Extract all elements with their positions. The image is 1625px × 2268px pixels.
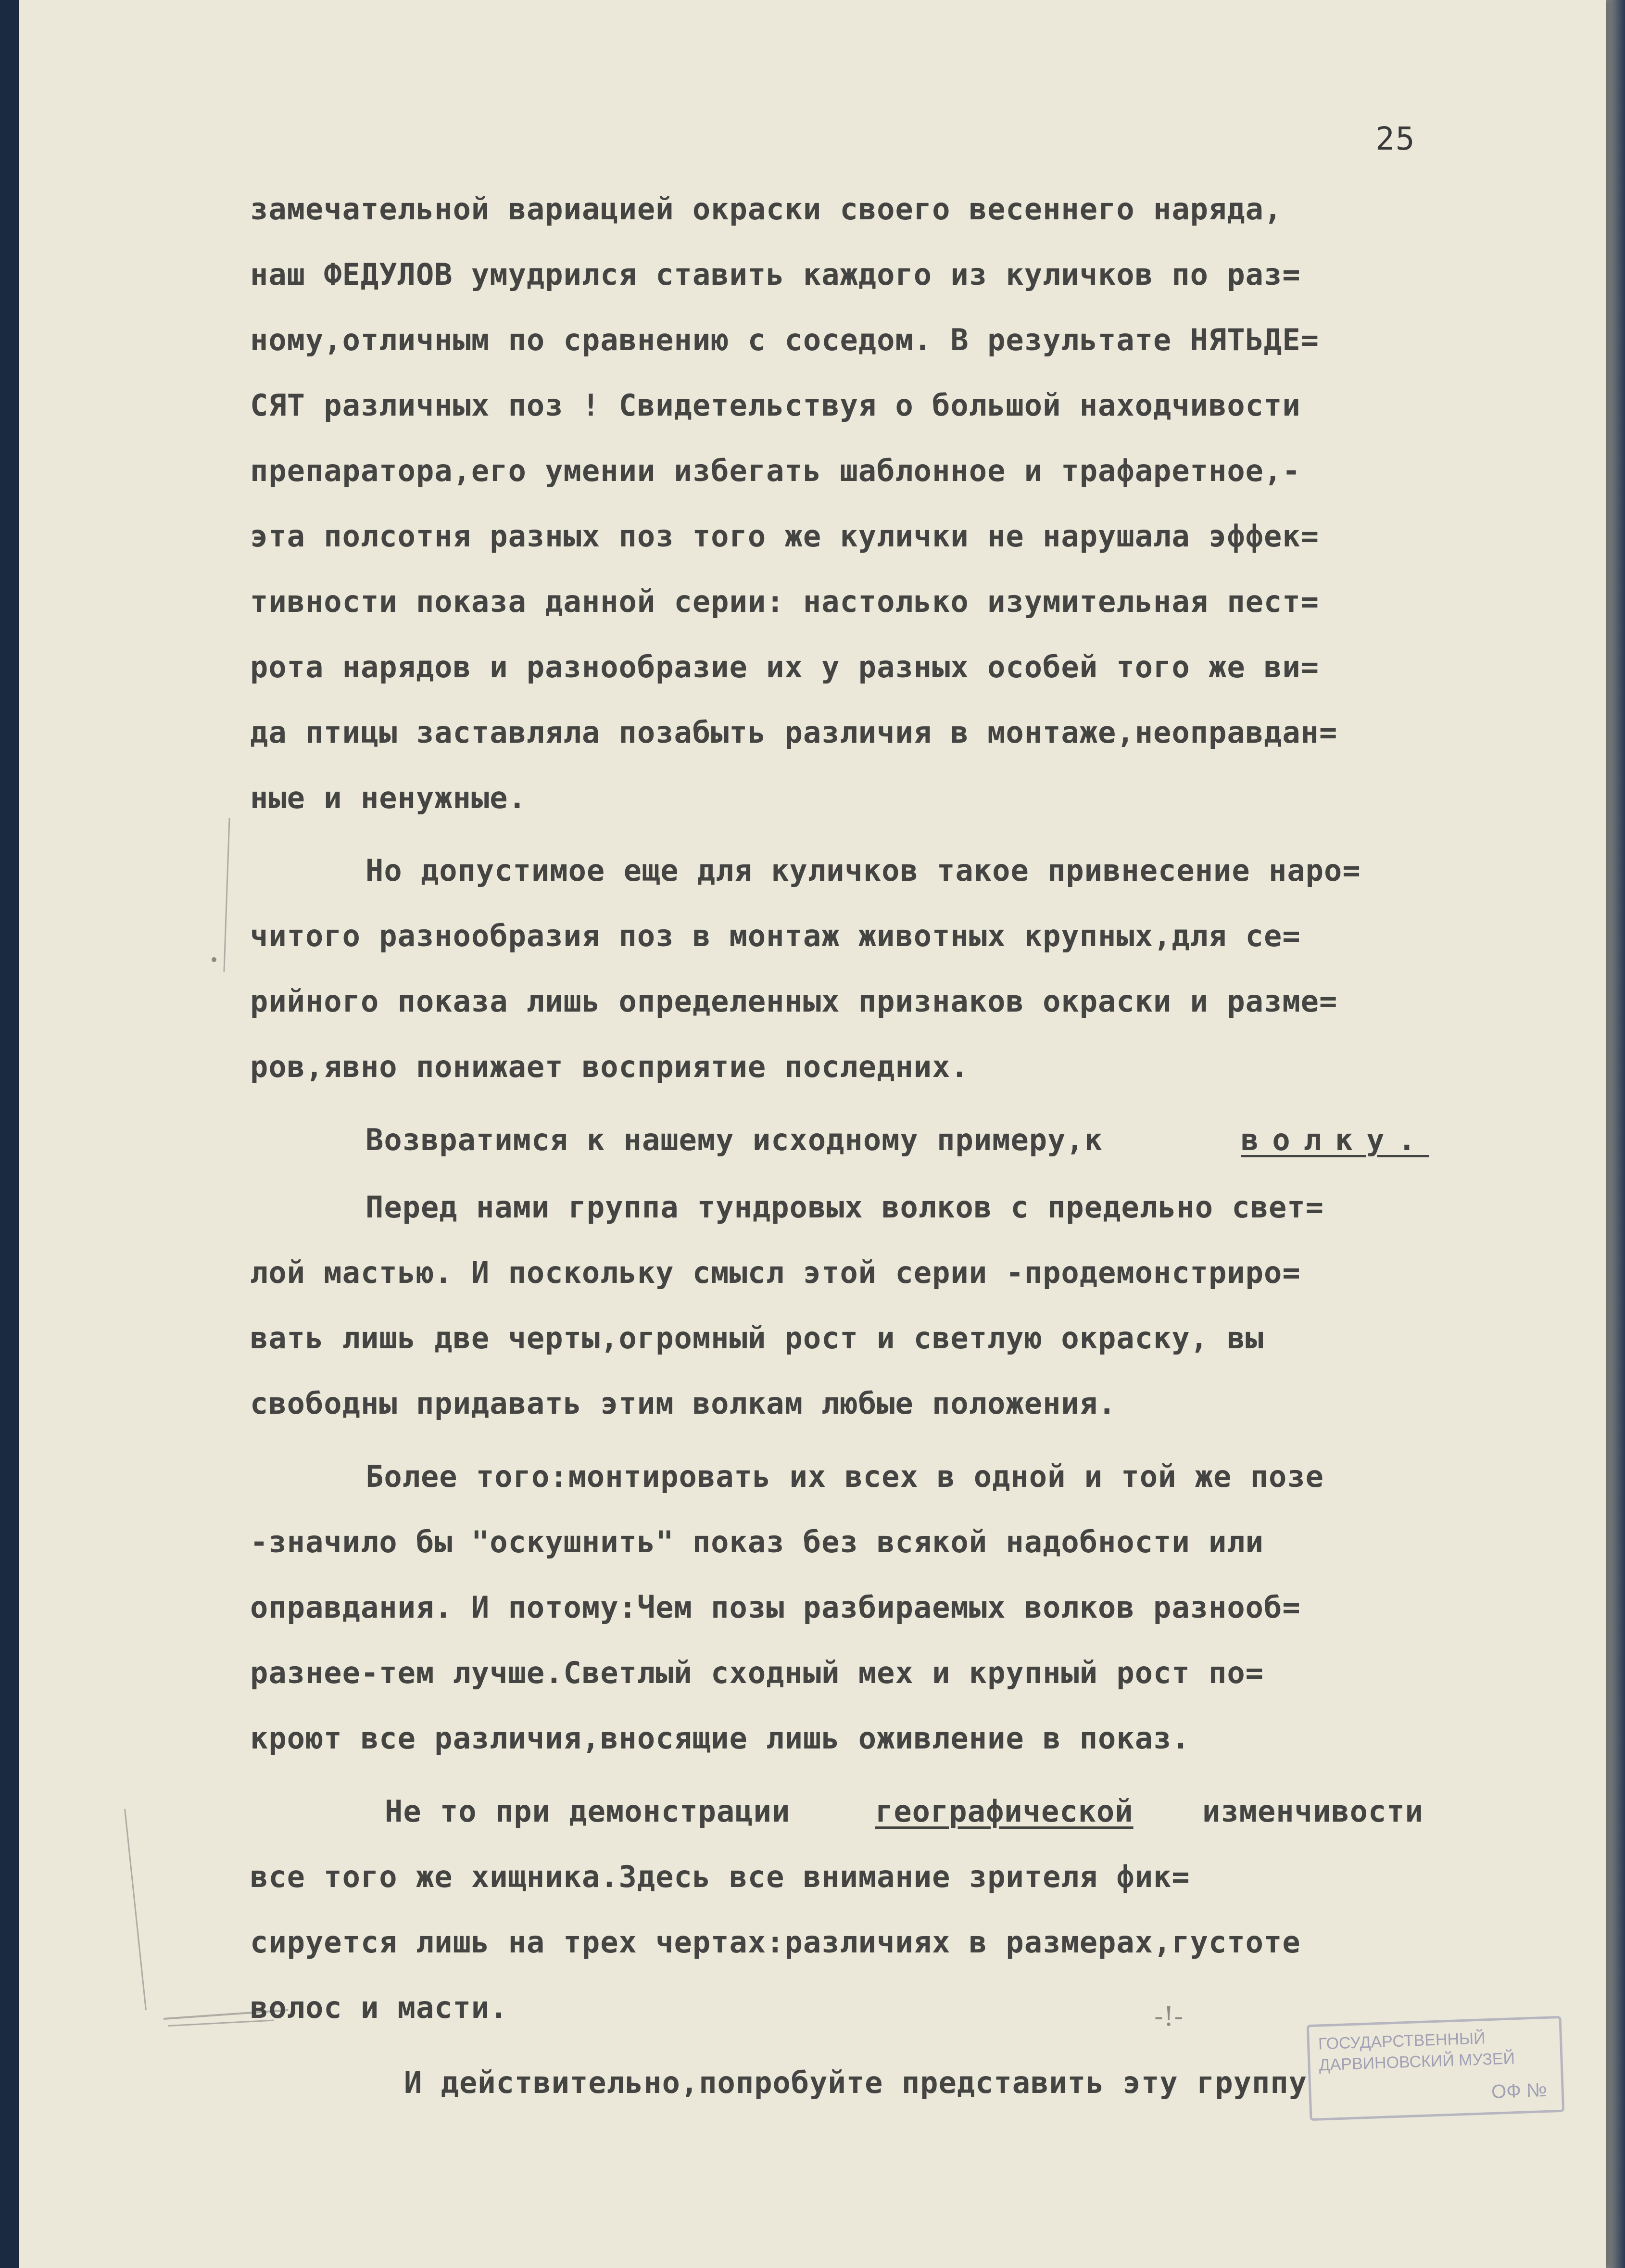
- text-line: наш ФЕДУЛОВ умудрился ставить каждого из куличков по раз=: [250, 257, 1301, 292]
- text-line: сируется лишь на трех чертах:различиях в размерах,густоте: [250, 1925, 1301, 1960]
- typewritten-page: [19, 0, 1606, 2268]
- text-line: волос и масти.: [250, 1990, 508, 2025]
- text-line: СЯТ различных поз ! Свидетельствуя о большой находчивости: [250, 388, 1301, 423]
- text-line: рийного показа лишь определенных признаков окраски и разме=: [250, 984, 1338, 1019]
- text-line: все того же хищника.Здесь все внимание зрителя фик=: [250, 1859, 1190, 1894]
- text-line: да птицы заставляла позабыть различия в монтаже,неоправдан=: [250, 715, 1338, 750]
- text-line: эта полсотня разных поз того же кулички не нарушала эффек=: [250, 519, 1319, 554]
- text-line: свободны придавать этим волкам любые положения.: [250, 1386, 1117, 1421]
- emphasized-word: волку.: [1241, 1122, 1429, 1157]
- paper-crease: [124, 1809, 147, 2010]
- text-line: вать лишь две черты,огромный рост и светлую окраску, вы: [250, 1320, 1264, 1356]
- text-line: -значило бы "оскушнить" показ без всякой надобности или: [250, 1524, 1264, 1559]
- text-line: рота нарядов и разнообразие их у разных особей того же ви=: [250, 649, 1319, 684]
- text-line: ров,явно понижает восприятие последних.: [250, 1049, 969, 1084]
- text-line: лой мастью. И поскольку смысл этой серии -продемонстриро=: [250, 1255, 1301, 1290]
- text-line: тивности показа данной серии: настолько изумительная пест=: [250, 584, 1319, 619]
- stamp-text: ГОСУДАРСТВЕННЫЙ ДАРВИНОВСКИЙ МУЗЕЙ: [1318, 2029, 1515, 2075]
- stamp-number: ОФ №: [1491, 2079, 1548, 2103]
- text-line: И действительно,попробуйте представить эту группу: [404, 2065, 1308, 2100]
- archive-stamp: [1307, 2016, 1565, 2121]
- page-number: 25: [1375, 120, 1416, 157]
- underlined-word: географической: [875, 1794, 1134, 1829]
- text-line: Перед нами группа тундровых волков с предельно свет=: [365, 1190, 1324, 1225]
- text-line: Но допустимое еще для куличков такое привнесение наро=: [365, 853, 1361, 888]
- text-line: Не то при демонстрации: [385, 1794, 791, 1829]
- paper-crease: [223, 818, 230, 972]
- text-line: препаратора,его умении избегать шаблонное и трафаретное,-: [250, 453, 1301, 488]
- text-line: разнее-тем лучше.Светлый сходный мех и крупный рост по=: [250, 1655, 1264, 1690]
- paper-speck: [212, 957, 216, 962]
- text-line: ному,отличным по сравнению с соседом. В результате НЯТЬДЕ=: [250, 322, 1319, 357]
- text-line: Возвратимся к нашему исходному примеру,к: [365, 1122, 1103, 1157]
- text-line: Более того:монтировать их всех в одной и той же позе: [365, 1459, 1324, 1494]
- text-line: замечательной вариацией окраски своего весеннего наряда,: [250, 191, 1283, 227]
- text-line: кроют все различия,вносящие лишь оживление в показ.: [250, 1721, 1190, 1756]
- text-line: ные и ненужные.: [250, 780, 527, 815]
- text-line: оправдания. И потому:Чем позы разбираемых волков разнооб=: [250, 1590, 1301, 1625]
- text-line: читого разнообразия поз в монтаж животных крупных,для се=: [250, 918, 1301, 953]
- pencil-mark: -!-: [1154, 2001, 1184, 2032]
- text-line: изменчивости: [1202, 1794, 1423, 1829]
